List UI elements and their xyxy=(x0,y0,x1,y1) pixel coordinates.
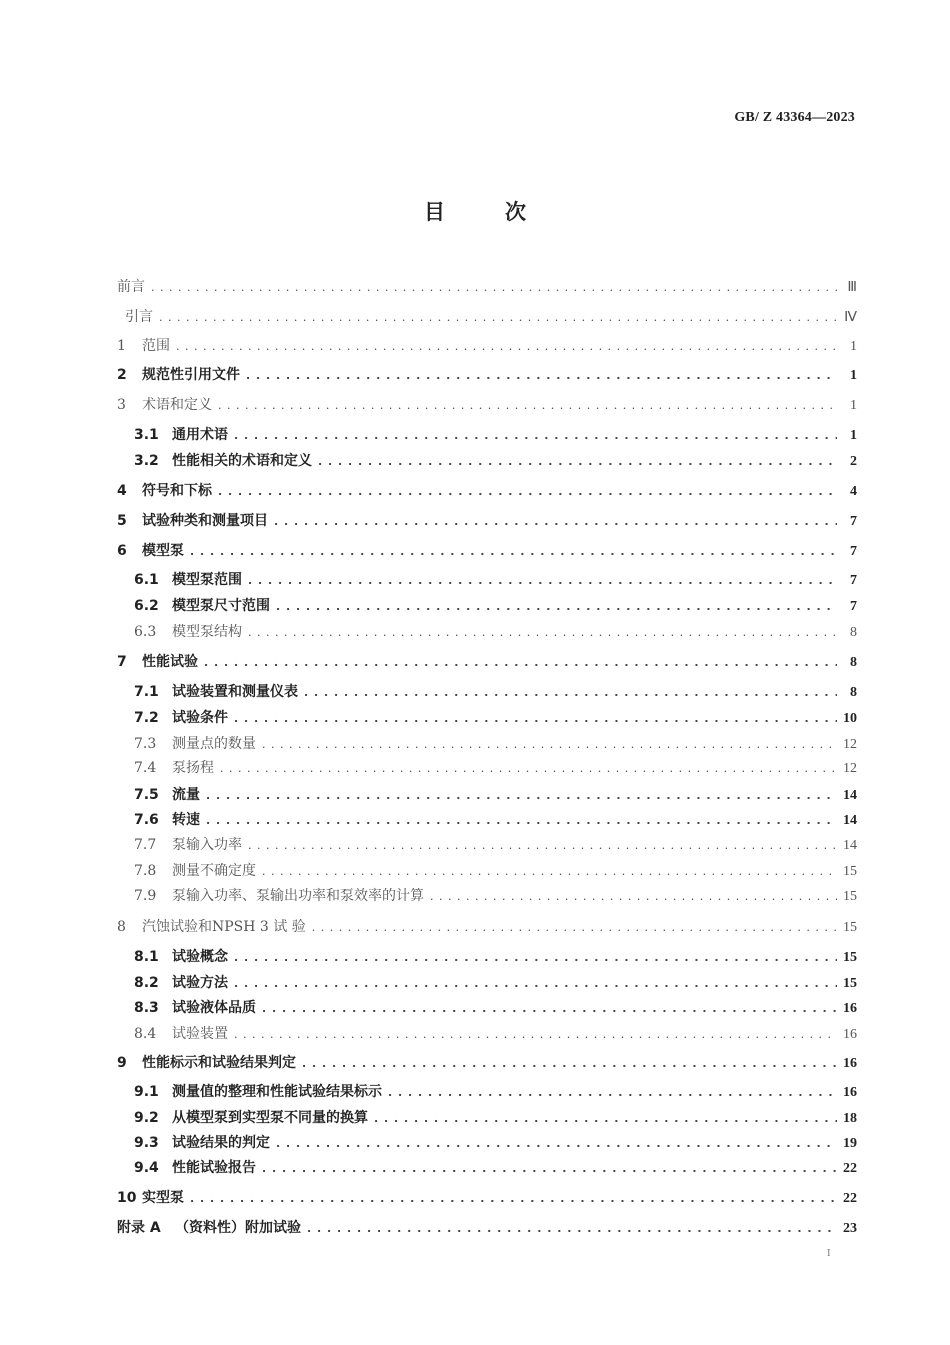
toc-entry-number: 7.4 xyxy=(134,760,157,776)
toc-entry-title: 试验结果的判定 xyxy=(172,1135,270,1151)
toc-entry-page: 15 xyxy=(843,889,857,904)
toc-entry[interactable] xyxy=(134,569,857,591)
toc-leader-dots xyxy=(312,917,837,939)
toc-entry-number: 8.1 xyxy=(134,949,159,965)
toc-entry-number: 6 xyxy=(117,543,127,559)
toc-leader-dots xyxy=(206,810,837,832)
toc-entry-page: 7 xyxy=(850,544,857,559)
toc-entry[interactable] xyxy=(117,1052,857,1074)
toc-entry-title: 试验装置和测量仪表 xyxy=(172,684,298,700)
toc-entry-page: 8 xyxy=(850,625,857,640)
toc-leader-dots xyxy=(234,708,837,730)
toc-entry-title: 转速 xyxy=(172,812,200,828)
toc-entry-title: 测量不确定度 xyxy=(172,863,256,879)
toc-entry-title: 测量值的整理和性能试验结果标示 xyxy=(172,1084,382,1100)
toc-entry[interactable] xyxy=(134,733,857,755)
toc-entry[interactable] xyxy=(134,757,857,779)
toc-entry[interactable] xyxy=(117,540,857,562)
toc-entry-page: 16 xyxy=(843,1056,857,1071)
toc-entry[interactable] xyxy=(134,784,857,806)
toc-entry-title: 试验方法 xyxy=(172,975,228,991)
toc-entry-number: 7.1 xyxy=(134,684,159,700)
toc-entry-page: 8 xyxy=(850,655,857,670)
toc-leader-dots xyxy=(190,541,837,563)
toc-entry-number: 3 xyxy=(117,397,126,413)
toc-entry[interactable] xyxy=(134,1107,857,1129)
standard-code: GB/ Z 43364—2023 xyxy=(734,110,855,125)
toc-entry-number: 7.6 xyxy=(134,812,159,828)
toc-entry-title: 从模型泵到实型泵不同量的换算 xyxy=(172,1110,368,1126)
toc-leader-dots xyxy=(388,1082,837,1104)
toc-entry-number: 9.4 xyxy=(134,1160,159,1176)
toc-entry[interactable] xyxy=(117,1217,857,1239)
toc-entry-number: 6.2 xyxy=(134,598,159,614)
toc-leader-dots xyxy=(220,758,837,780)
toc-entry-page: 14 xyxy=(843,838,857,853)
toc-entry-title: 试验种类和测量项目 xyxy=(142,513,268,529)
toc-entry-title: 实型泵 xyxy=(142,1190,184,1206)
toc-entry-title: 泵扬程 xyxy=(172,760,214,776)
toc-entry-title: 性能试验 xyxy=(142,654,198,670)
toc-leader-dots xyxy=(248,835,837,857)
toc-entry-title: 性能相关的术语和定义 xyxy=(172,453,312,469)
toc-leader-dots xyxy=(262,861,837,883)
toc-entry-page: 18 xyxy=(843,1111,857,1126)
toc-entry-title: 试验条件 xyxy=(172,710,228,726)
toc-entry[interactable] xyxy=(134,997,857,1019)
toc-leader-dots xyxy=(234,1024,837,1046)
toc-entry-page: 7 xyxy=(850,599,857,614)
toc-entry-number: 附录 A xyxy=(117,1220,161,1236)
toc-entry[interactable] xyxy=(134,834,857,856)
toc-leader-dots xyxy=(307,1218,837,1240)
toc-entry-title: 前言 xyxy=(117,279,145,295)
toc-entry[interactable] xyxy=(134,595,857,617)
toc-entry-number: 8.2 xyxy=(134,975,159,991)
toc-entry-page: 15 xyxy=(843,920,857,935)
toc-leader-dots xyxy=(276,1133,837,1155)
toc-entry-number: 8 xyxy=(117,919,126,935)
toc-entry-title: 试验装置 xyxy=(172,1026,228,1042)
toc-leader-dots xyxy=(248,622,837,644)
toc-entry-number: 7.5 xyxy=(134,787,159,803)
toc-leader-dots xyxy=(234,947,837,969)
toc-leader-dots xyxy=(374,1108,837,1130)
toc-entry[interactable] xyxy=(117,916,857,938)
toc-entry-title: 汽蚀试验和NPSH 3 试 验 xyxy=(142,919,306,935)
toc-leader-dots xyxy=(151,277,837,299)
toc-entry-page: 22 xyxy=(843,1161,857,1176)
toc-entry-title: 模型泵 xyxy=(142,543,184,559)
toc-entry[interactable] xyxy=(117,510,857,532)
toc-entry-number: 7.9 xyxy=(134,888,157,904)
toc-entry[interactable] xyxy=(117,364,857,386)
toc-entry[interactable] xyxy=(134,1081,857,1103)
toc-entry-page: 14 xyxy=(843,788,857,803)
toc-leader-dots xyxy=(262,734,837,756)
toc-entry-page: 15 xyxy=(843,976,857,991)
toc-entry-page: 1 xyxy=(850,398,857,413)
toc-entry-page: 1 xyxy=(850,368,857,383)
toc-entry-title: （资料性）附加试验 xyxy=(175,1220,301,1236)
toc-entry-page: 19 xyxy=(843,1136,857,1151)
toc-entry-page: 1 xyxy=(850,339,857,354)
toc-entry-title: 性能标示和试验结果判定 xyxy=(142,1055,296,1071)
toc-entry-number: 3.2 xyxy=(134,453,159,469)
toc-leader-dots xyxy=(276,596,837,618)
toc-entry-number: 9.3 xyxy=(134,1135,159,1151)
toc-entry-number: 7.3 xyxy=(134,736,157,752)
toc-entry-page: 23 xyxy=(843,1221,857,1236)
toc-entry-number: 7.2 xyxy=(134,710,159,726)
toc-leader-dots xyxy=(218,481,837,503)
toc-entry-page: 4 xyxy=(850,484,857,499)
toc-leader-dots xyxy=(204,652,837,674)
toc-leader-dots xyxy=(206,785,837,807)
toc-entry-page: 15 xyxy=(843,864,857,879)
toc-entry[interactable] xyxy=(117,1187,857,1209)
toc-entry-page: 22 xyxy=(843,1191,857,1206)
toc-entry[interactable] xyxy=(117,394,857,416)
toc-leader-dots xyxy=(274,511,837,533)
toc-entry-number: 8.4 xyxy=(134,1026,157,1042)
toc-entry-page: 8 xyxy=(850,685,857,700)
toc-entry[interactable] xyxy=(134,809,857,831)
toc-entry[interactable] xyxy=(134,681,857,703)
toc-entry-number: 9.2 xyxy=(134,1110,159,1126)
toc-entry-title: 引言 xyxy=(125,309,153,325)
toc-entry-title: 性能试验报告 xyxy=(172,1160,256,1176)
toc-leader-dots xyxy=(262,1158,837,1180)
toc-leader-dots xyxy=(176,336,837,358)
toc-entry-page: 7 xyxy=(850,514,857,529)
toc-entry-title: 流量 xyxy=(172,787,200,803)
toc-entry[interactable] xyxy=(134,450,857,472)
toc-entry[interactable] xyxy=(117,306,857,328)
toc-entry-page: 7 xyxy=(850,573,857,588)
toc-entry-number: 9.1 xyxy=(134,1084,159,1100)
toc-entry-number: 10 xyxy=(117,1190,137,1206)
toc-entry-number: 7 xyxy=(117,654,127,670)
toc-leader-dots xyxy=(234,425,837,447)
toc-entry-number: 8.3 xyxy=(134,1000,159,1016)
toc-leader-dots xyxy=(218,395,837,417)
toc-entry-number: 3.1 xyxy=(134,427,159,443)
toc-entry-number: 2 xyxy=(117,367,127,383)
toc-entry-title: 符号和下标 xyxy=(142,483,212,499)
toc-leader-dots xyxy=(302,1053,837,1075)
toc-entry-title: 测量点的数量 xyxy=(172,736,256,752)
toc-entry-number: 4 xyxy=(117,483,127,499)
toc-entry-title: 模型泵范围 xyxy=(172,572,242,588)
toc-leader-dots xyxy=(246,365,837,387)
toc-entry[interactable] xyxy=(134,621,857,643)
toc-entry-number: 7.8 xyxy=(134,863,157,879)
toc-entry[interactable] xyxy=(134,1023,857,1045)
toc-entry[interactable] xyxy=(134,885,857,907)
toc-entry-number: 1 xyxy=(117,338,126,354)
toc-entry-title: 通用术语 xyxy=(172,427,228,443)
toc-entry[interactable] xyxy=(134,1132,857,1154)
toc-entry-title: 泵输入功率、泵输出功率和泵效率的计算 xyxy=(172,888,424,904)
toc-entry-page: 12 xyxy=(843,737,857,752)
toc-entry[interactable] xyxy=(134,972,857,994)
toc-leader-dots xyxy=(159,307,837,329)
toc-entry-title: 规范性引用文件 xyxy=(142,367,240,383)
toc-leader-dots xyxy=(430,886,837,908)
toc-entry-page: 15 xyxy=(843,950,857,965)
toc-entry-page: 16 xyxy=(843,1085,857,1100)
toc-entry[interactable] xyxy=(134,707,857,729)
toc-entry-number: 6.1 xyxy=(134,572,159,588)
toc-entry[interactable] xyxy=(134,424,857,446)
toc-entry[interactable] xyxy=(117,651,857,673)
toc-entry-page: 16 xyxy=(843,1027,857,1042)
toc-entry-title: 试验液体品质 xyxy=(172,1000,256,1016)
toc-entry[interactable] xyxy=(134,1157,857,1179)
toc-entry-title: 模型泵尺寸范围 xyxy=(172,598,270,614)
toc-leader-dots xyxy=(190,1188,837,1210)
toc-entry-page: 2 xyxy=(850,454,857,469)
toc-entry-title: 范围 xyxy=(142,338,170,354)
toc-entry-page: 10 xyxy=(843,711,857,726)
toc-leader-dots xyxy=(304,682,837,704)
toc-entry-page: 16 xyxy=(843,1001,857,1016)
toc-entry-page: 1 xyxy=(850,428,857,443)
toc-entry-number: 9 xyxy=(117,1055,127,1071)
toc-entry[interactable] xyxy=(134,946,857,968)
toc-entry[interactable] xyxy=(117,276,857,298)
toc-leader-dots xyxy=(248,570,837,592)
toc-entry-number: 6.3 xyxy=(134,624,157,640)
toc-entry-page: 14 xyxy=(843,813,857,828)
toc-entry-number: 7.7 xyxy=(134,837,157,853)
toc-entry-page: Ⅲ xyxy=(847,280,857,295)
toc-leader-dots xyxy=(318,451,837,473)
page-number: I xyxy=(827,1249,831,1259)
toc-leader-dots xyxy=(262,998,837,1020)
toc-leader-dots xyxy=(234,973,837,995)
toc-entry-page: 12 xyxy=(843,761,857,776)
toc-entry-number: 5 xyxy=(117,513,127,529)
toc-entry[interactable] xyxy=(134,860,857,882)
page-title: 目次 xyxy=(424,200,586,224)
toc-entry[interactable] xyxy=(117,480,857,502)
toc-entry-title: 术语和定义 xyxy=(142,397,212,413)
toc-entry-page: Ⅳ xyxy=(844,310,857,325)
toc-entry-title: 泵输入功率 xyxy=(172,837,242,853)
toc-entry[interactable] xyxy=(117,335,857,357)
toc-entry-title: 模型泵结构 xyxy=(172,624,242,640)
toc-entry-title: 试验概念 xyxy=(172,949,228,965)
